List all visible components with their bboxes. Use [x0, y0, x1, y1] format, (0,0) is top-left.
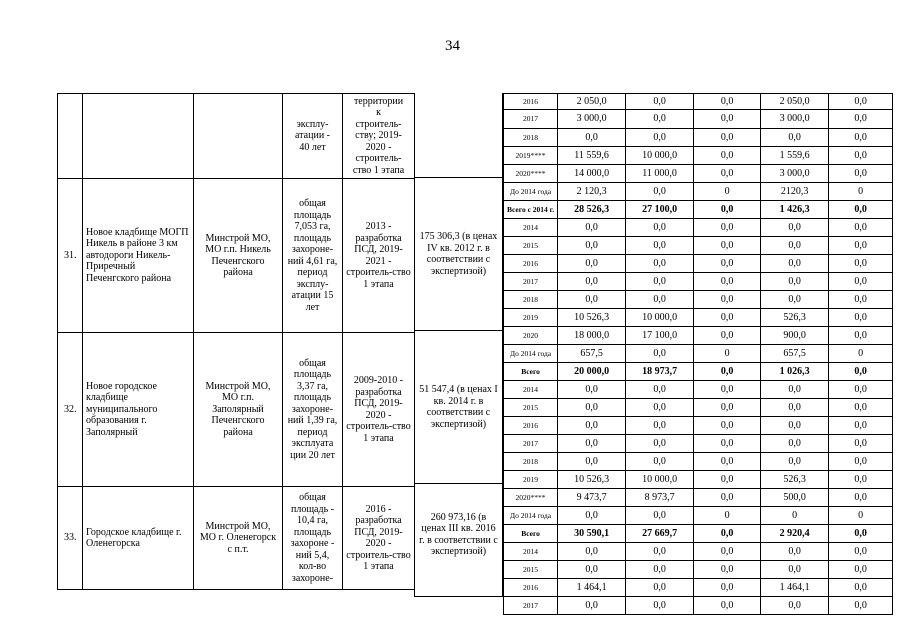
funding-value: 0,0 — [829, 543, 893, 561]
funding-value: 0,0 — [829, 129, 893, 147]
funding-value: 2 050,0 — [761, 94, 829, 110]
funding-value: 0,0 — [829, 597, 893, 615]
funding-value: 0,0 — [694, 417, 761, 435]
funding-value: 11 000,0 — [626, 165, 694, 183]
column-gap — [414, 93, 503, 597]
funding-value: 0,0 — [626, 237, 694, 255]
funding-value: 0,0 — [558, 129, 626, 147]
funding-value: 0,0 — [626, 507, 694, 525]
funding-value: 0,0 — [558, 237, 626, 255]
funding-year: 2014 — [504, 381, 558, 399]
funding-value: 8 973,7 — [626, 489, 694, 507]
funding-year: 2014 — [504, 543, 558, 561]
funding-value: 0,0 — [829, 363, 893, 381]
funding-value: 1 464,1 — [558, 579, 626, 597]
funding-value: 0,0 — [694, 453, 761, 471]
funding-value: 0,0 — [626, 129, 694, 147]
funding-value: 9 473,7 — [558, 489, 626, 507]
funding-value: 17 100,0 — [626, 327, 694, 345]
funding-value: 0,0 — [829, 435, 893, 453]
project-terms: 2016 - разработка ПСД, 2019-2020 - строитель-ство 1 этапа — [343, 487, 415, 590]
funding-value: 0,0 — [558, 399, 626, 417]
funding-row — [504, 219, 893, 237]
project-number: 32. — [58, 333, 83, 487]
project-number: 33. — [58, 487, 83, 590]
funding-value: 0,0 — [558, 381, 626, 399]
funding-value: 0 — [694, 345, 761, 363]
funding-value: 30 590,1 — [558, 525, 626, 543]
funding-year: 2018 — [504, 129, 558, 147]
project-row — [58, 333, 415, 487]
funding-row — [504, 489, 893, 507]
funding-value: 0 — [694, 183, 761, 201]
funding-value: 0,0 — [829, 255, 893, 273]
funding-row — [504, 597, 893, 615]
funding-row — [504, 110, 893, 129]
funding-year: До 2014 года — [504, 183, 558, 201]
funding-row — [504, 525, 893, 543]
funding-row — [504, 381, 893, 399]
funding-year: 2015 — [504, 561, 558, 579]
funding-year: 2019**** — [504, 147, 558, 165]
funding-value: 0,0 — [694, 129, 761, 147]
project-row — [58, 94, 415, 179]
funding-row — [504, 129, 893, 147]
funding-year: 2019 — [504, 309, 558, 327]
funding-year: 2014 — [504, 219, 558, 237]
project-executor: Минстрой МО, МО г.п. Заполярный Печенгского района — [194, 333, 283, 487]
funding-value: 27 100,0 — [626, 201, 694, 219]
funding-value: 0,0 — [626, 219, 694, 237]
funding-value: 0,0 — [829, 201, 893, 219]
funding-value: 18 000,0 — [558, 327, 626, 345]
funding-year: 2015 — [504, 237, 558, 255]
funding-value: 0,0 — [694, 309, 761, 327]
document-table — [57, 93, 893, 615]
funding-year: 2016 — [504, 579, 558, 597]
funding-value: 657,5 — [558, 345, 626, 363]
funding-value: 526,3 — [761, 309, 829, 327]
funding-value: 10 000,0 — [626, 147, 694, 165]
funding-value: 0,0 — [694, 219, 761, 237]
funding-value: 28 526,3 — [558, 201, 626, 219]
project-terms: 2013 - разработка ПСД, 2019-2021 - строитель-ство 1 этапа — [343, 179, 415, 333]
funding-value: 0,0 — [694, 435, 761, 453]
funding-row — [504, 183, 893, 201]
funding-value: 10 000,0 — [626, 309, 694, 327]
funding-value: 0,0 — [626, 94, 694, 110]
funding-value: 0,0 — [558, 543, 626, 561]
funding-year: 2017 — [504, 110, 558, 129]
funding-value: 2 050,0 — [558, 94, 626, 110]
funding-row — [504, 561, 893, 579]
project-name: Новое городское кладбище муниципального образования г. Заполярный — [83, 333, 194, 487]
funding-value: 0,0 — [694, 363, 761, 381]
funding-value: 0,0 — [558, 417, 626, 435]
project-executor: Минстрой МО, МО г. Оленегорск с п.т. — [194, 487, 283, 590]
funding-value: 0,0 — [694, 579, 761, 597]
funding-value: 0,0 — [761, 273, 829, 291]
funding-value: 0,0 — [829, 399, 893, 417]
funding-value: 0,0 — [829, 327, 893, 345]
funding-row — [504, 94, 893, 110]
funding-value: 0,0 — [761, 597, 829, 615]
funding-value: 0,0 — [558, 453, 626, 471]
funding-value: 0,0 — [829, 309, 893, 327]
funding-year: 2019 — [504, 471, 558, 489]
funding-value: 900,0 — [761, 327, 829, 345]
funding-value: 3 000,0 — [761, 110, 829, 129]
funding-value: 526,3 — [761, 471, 829, 489]
funding-row — [504, 327, 893, 345]
funding-value: 1 464,1 — [761, 579, 829, 597]
funding-table — [503, 93, 893, 615]
funding-value: 657,5 — [761, 345, 829, 363]
funding-value: 0,0 — [829, 381, 893, 399]
funding-value: 10 526,3 — [558, 471, 626, 489]
funding-year: 2015 — [504, 399, 558, 417]
project-capacity: эксплу- атации - 40 лет — [283, 94, 343, 179]
funding-value: 2 920,4 — [761, 525, 829, 543]
funding-row — [504, 237, 893, 255]
funding-year: Всего с 2014 г. — [504, 201, 558, 219]
funding-row — [504, 345, 893, 363]
funding-year: 2020**** — [504, 489, 558, 507]
funding-value: 0,0 — [761, 255, 829, 273]
funding-value: 0,0 — [761, 399, 829, 417]
funding-value: 0,0 — [761, 291, 829, 309]
funding-year: 2016 — [504, 255, 558, 273]
funding-value: 14 000,0 — [558, 165, 626, 183]
project-cost: 51 547,4 (в ценах I кв. 2014 г. в соответствии с экспертизой) — [415, 330, 502, 483]
project-capacity: общая площадь - 10,4 га, площадь захороне - ний 5,4, кол-во захороне- — [283, 487, 343, 590]
funding-row — [504, 147, 893, 165]
funding-row — [504, 399, 893, 417]
project-cost: 260 973,16 (в ценах III кв. 2016 г. в соответствии с экспертизой) — [415, 483, 502, 585]
funding-value: 0,0 — [626, 381, 694, 399]
funding-value: 0,0 — [761, 381, 829, 399]
funding-value: 0,0 — [829, 561, 893, 579]
project-terms: территории к строитель- ству; 2019- 2020 - строитель- ство 1 этапа — [343, 94, 415, 179]
funding-value: 0,0 — [829, 291, 893, 309]
funding-row — [504, 435, 893, 453]
funding-value: 0,0 — [694, 94, 761, 110]
funding-value: 0,0 — [761, 129, 829, 147]
project-info-table — [57, 93, 415, 590]
project-cost: 175 306,3 (в ценах IV кв. 2012 г. в соответствии с экспертизой) — [415, 177, 502, 330]
funding-value: 0,0 — [761, 219, 829, 237]
project-number: 31. — [58, 179, 83, 333]
project-name: Городское кладбище г. Оленегорска — [83, 487, 194, 590]
funding-value: 0 — [829, 507, 893, 525]
funding-value: 0,0 — [558, 255, 626, 273]
funding-row — [504, 543, 893, 561]
funding-value: 0,0 — [626, 183, 694, 201]
funding-value: 0,0 — [829, 273, 893, 291]
funding-value: 27 669,7 — [626, 525, 694, 543]
funding-year: 2017 — [504, 273, 558, 291]
funding-year: До 2014 года — [504, 507, 558, 525]
funding-row — [504, 165, 893, 183]
funding-value: 500,0 — [761, 489, 829, 507]
funding-value: 0,0 — [558, 435, 626, 453]
funding-value: 0,0 — [626, 561, 694, 579]
funding-row — [504, 255, 893, 273]
funding-value: 2 120,3 — [558, 183, 626, 201]
funding-year: Всего — [504, 525, 558, 543]
funding-row — [504, 309, 893, 327]
funding-value: 0,0 — [626, 291, 694, 309]
funding-value: 0,0 — [558, 291, 626, 309]
funding-value: 0,0 — [694, 165, 761, 183]
funding-value: 1 426,3 — [761, 201, 829, 219]
funding-value: 0,0 — [829, 453, 893, 471]
funding-value: 0,0 — [761, 543, 829, 561]
funding-year: До 2014 года — [504, 345, 558, 363]
funding-value: 0,0 — [829, 110, 893, 129]
funding-value: 0,0 — [761, 561, 829, 579]
funding-value: 0,0 — [694, 471, 761, 489]
funding-value: 18 973,7 — [626, 363, 694, 381]
funding-value: 20 000,0 — [558, 363, 626, 381]
project-row — [58, 179, 415, 333]
funding-value: 0,0 — [694, 201, 761, 219]
funding-value: 0,0 — [761, 453, 829, 471]
project-terms: 2009-2010 - разработка ПСД, 2019-2020 - строитель-ство 1 этапа — [343, 333, 415, 487]
funding-value: 0,0 — [829, 219, 893, 237]
funding-value: 0,0 — [694, 255, 761, 273]
funding-value: 10 526,3 — [558, 309, 626, 327]
funding-value: 0,0 — [558, 219, 626, 237]
funding-row — [504, 417, 893, 435]
funding-value: 0,0 — [626, 453, 694, 471]
funding-value: 0,0 — [694, 110, 761, 129]
funding-value: 3 000,0 — [761, 165, 829, 183]
funding-value: 0,0 — [626, 543, 694, 561]
funding-value: 0,0 — [761, 237, 829, 255]
funding-value: 0,0 — [829, 417, 893, 435]
funding-value: 0,0 — [558, 507, 626, 525]
funding-row — [504, 507, 893, 525]
funding-value: 0 — [761, 507, 829, 525]
funding-value: 0,0 — [626, 255, 694, 273]
funding-value: 2120,3 — [761, 183, 829, 201]
funding-value: 0,0 — [626, 579, 694, 597]
funding-row — [504, 453, 893, 471]
funding-value: 1 026,3 — [761, 363, 829, 381]
project-executor: Минстрой МО, МО г.п. Никель Печенгского района — [194, 179, 283, 333]
funding-row — [504, 363, 893, 381]
funding-value: 0,0 — [694, 525, 761, 543]
funding-value: 0,0 — [829, 237, 893, 255]
funding-year: 2020**** — [504, 165, 558, 183]
funding-year: 2016 — [504, 417, 558, 435]
funding-value: 0 — [829, 183, 893, 201]
funding-year: Всего — [504, 363, 558, 381]
funding-row — [504, 273, 893, 291]
funding-year: 2018 — [504, 453, 558, 471]
funding-value: 0,0 — [626, 273, 694, 291]
project-row — [58, 487, 415, 590]
funding-value: 0,0 — [829, 94, 893, 110]
funding-value: 0,0 — [558, 597, 626, 615]
funding-value: 0 — [829, 345, 893, 363]
funding-value: 0,0 — [694, 489, 761, 507]
funding-value: 0,0 — [694, 381, 761, 399]
funding-row — [504, 471, 893, 489]
funding-year: 2017 — [504, 435, 558, 453]
funding-year: 2018 — [504, 291, 558, 309]
funding-row — [504, 291, 893, 309]
funding-value: 0,0 — [694, 291, 761, 309]
funding-value: 0,0 — [829, 579, 893, 597]
funding-value: 0,0 — [694, 237, 761, 255]
funding-value: 1 559,6 — [761, 147, 829, 165]
funding-value: 0,0 — [694, 327, 761, 345]
funding-value: 0,0 — [761, 435, 829, 453]
funding-value: 0,0 — [694, 597, 761, 615]
funding-value: 0,0 — [694, 543, 761, 561]
funding-value: 0,0 — [626, 345, 694, 363]
funding-value: 3 000,0 — [558, 110, 626, 129]
project-capacity: общая площадь 7,053 га, площадь захороне-ний 4,61 га, период эксплу-атации 15 лет — [283, 179, 343, 333]
project-name — [83, 94, 194, 179]
funding-value: 0,0 — [694, 273, 761, 291]
funding-value: 0,0 — [829, 471, 893, 489]
project-executor — [194, 94, 283, 179]
funding-value: 0 — [694, 507, 761, 525]
project-number — [58, 94, 83, 179]
funding-row — [504, 201, 893, 219]
funding-year: 2017 — [504, 597, 558, 615]
funding-year: 2016 — [504, 94, 558, 110]
project-cost — [415, 93, 502, 177]
funding-value: 0,0 — [829, 165, 893, 183]
funding-value: 0,0 — [829, 525, 893, 543]
page-number: 34 — [445, 38, 460, 54]
project-name: Новое кладбище МОГП Никель в районе 3 км автодороги Никель-Приречный Печенгского района — [83, 179, 194, 333]
funding-value: 0,0 — [626, 435, 694, 453]
funding-value: 0,0 — [694, 561, 761, 579]
funding-year: 2020 — [504, 327, 558, 345]
funding-value: 11 559,6 — [558, 147, 626, 165]
funding-value: 0,0 — [694, 399, 761, 417]
funding-row — [504, 579, 893, 597]
funding-value: 0,0 — [558, 561, 626, 579]
funding-value: 0,0 — [694, 147, 761, 165]
funding-value: 10 000,0 — [626, 471, 694, 489]
funding-value: 0,0 — [829, 147, 893, 165]
funding-value: 0,0 — [626, 110, 694, 129]
funding-value: 0,0 — [829, 489, 893, 507]
funding-value: 0,0 — [761, 417, 829, 435]
funding-value: 0,0 — [626, 417, 694, 435]
funding-value: 0,0 — [558, 273, 626, 291]
funding-value: 0,0 — [626, 399, 694, 417]
project-capacity: общая площадь 3,37 га, площадь захороне-ний 1,39 га, период эксплуата ции 20 лет — [283, 333, 343, 487]
funding-value: 0,0 — [626, 597, 694, 615]
